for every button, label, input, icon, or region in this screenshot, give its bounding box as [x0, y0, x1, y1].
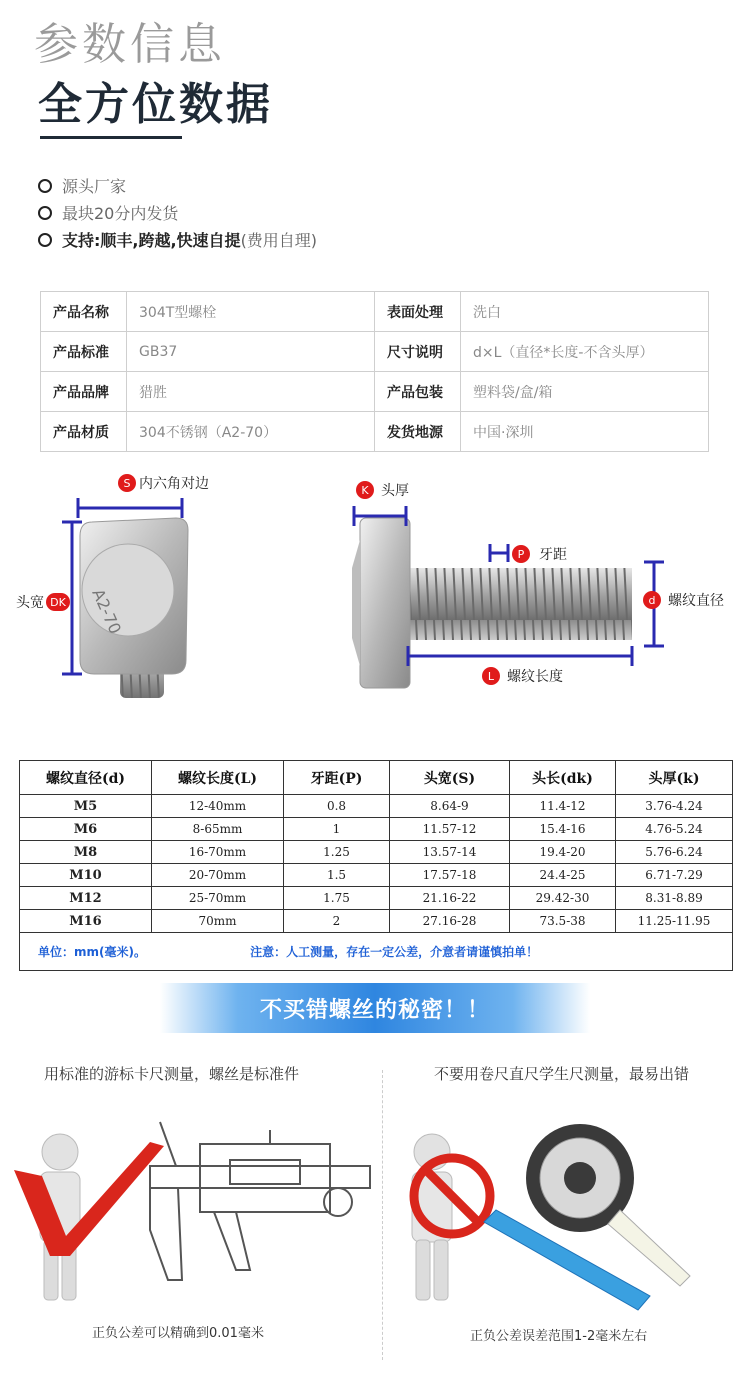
- person-forbidden-icon: [412, 1134, 490, 1300]
- column-header: 牙距(P): [284, 761, 390, 795]
- table-row: [20, 887, 733, 910]
- label-k: [356, 480, 409, 500]
- banner-text: 不买错螺丝的秘密！！: [259, 997, 490, 1023]
- spec-value: 猎胜: [127, 372, 375, 412]
- bolt-dimension-diagram: [0, 460, 750, 750]
- table-cell: 13.57-14: [390, 841, 510, 864]
- right-subcaption: 正负公差误差范围1-2毫米左右: [470, 1329, 648, 1344]
- section-title-main: 全方位数据: [38, 79, 273, 130]
- table-cell: 6.71-7.29: [616, 864, 733, 887]
- table-cell: M8: [20, 841, 152, 864]
- spec-key: 产品材质: [41, 412, 127, 452]
- spec-key: 产品包装: [375, 372, 461, 412]
- table-cell: 4.76-5.24: [616, 818, 733, 841]
- spec-row: [41, 332, 709, 372]
- column-header: 头长(dk): [510, 761, 616, 795]
- label-d: [643, 590, 724, 610]
- section-title-gray: 参数信息: [34, 19, 226, 70]
- left-subcaption: 正负公差可以精确到0.01毫米: [92, 1326, 264, 1341]
- person-check-icon: [14, 1134, 164, 1300]
- table-cell: M16: [20, 910, 152, 933]
- table-cell: M5: [20, 795, 152, 818]
- table-cell: 2: [284, 910, 390, 933]
- table-cell: 16-70mm: [152, 841, 284, 864]
- bolt-drawing: [0, 460, 750, 750]
- secret-banner: [160, 983, 590, 1033]
- spec-key: 产品名称: [41, 292, 127, 332]
- circle-bullet-icon: [38, 206, 52, 220]
- column-header: 螺纹长度(L): [152, 761, 284, 795]
- feature-text-note: (费用自理): [240, 231, 318, 250]
- label-l-text: 螺纹长度: [507, 669, 563, 685]
- title-underline: [40, 136, 182, 139]
- marker-d: d: [643, 591, 661, 609]
- marker-l: L: [482, 667, 500, 685]
- spec-value: d×L（直径*长度-不含头厚）: [461, 332, 709, 372]
- spec-row: [41, 412, 709, 452]
- table-row: [20, 864, 733, 887]
- table-cell: 73.5-38: [510, 910, 616, 933]
- bolt-side-view: [352, 518, 632, 688]
- table-cell: 24.4-25: [510, 864, 616, 887]
- table-cell: 20-70mm: [152, 864, 284, 887]
- feature-text: 最块20分内发货: [62, 204, 179, 223]
- tape-measure-icon: [526, 1124, 690, 1286]
- table-row: [20, 818, 733, 841]
- feature-text: 源头厂家: [62, 177, 127, 196]
- unit-note: 单位：mm(毫米)。: [38, 945, 146, 959]
- spec-key: 尺寸说明: [375, 332, 461, 372]
- measurement-illustration: [0, 1100, 750, 1340]
- table-cell: M6: [20, 818, 152, 841]
- table-cell: 19.4-20: [510, 841, 616, 864]
- table-row: [20, 841, 733, 864]
- vernier-caliper-icon: [150, 1122, 370, 1280]
- label-dk-text: 头宽: [16, 595, 44, 611]
- column-header: 头宽(S): [390, 761, 510, 795]
- feature-item: [38, 226, 317, 253]
- spec-value: 304T型螺栓: [127, 292, 375, 332]
- feature-item: [38, 172, 317, 199]
- marker-p: P: [512, 545, 530, 563]
- label-dk: [16, 592, 73, 612]
- feature-list: [38, 172, 317, 253]
- spec-row: [41, 372, 709, 412]
- head-stamp-text: A2-70: [88, 585, 125, 637]
- table-cell: 27.16-28: [390, 910, 510, 933]
- spec-value: 中国·深圳: [461, 412, 709, 452]
- marker-k: K: [356, 481, 374, 499]
- table-cell: 8.31-8.89: [616, 887, 733, 910]
- table-cell: 21.16-22: [390, 887, 510, 910]
- table-cell: 11.57-12: [390, 818, 510, 841]
- table-cell: 15.4-16: [510, 818, 616, 841]
- spec-value: GB37: [127, 332, 375, 372]
- table-cell: 1.25: [284, 841, 390, 864]
- table-row: [20, 910, 733, 933]
- right-caption: 不要用卷尺直尺学生尺测量，最易出错: [434, 1065, 690, 1083]
- table-cell: 8.64-9: [390, 795, 510, 818]
- table-cell: 11.4-12: [510, 795, 616, 818]
- label-p: [512, 544, 567, 564]
- table-cell: 1: [284, 818, 390, 841]
- spec-key: 发货地源: [375, 412, 461, 452]
- feature-item: [38, 199, 317, 226]
- circle-bullet-icon: [38, 179, 52, 193]
- label-d-text: 螺纹直径: [668, 593, 724, 609]
- table-note-row: [20, 933, 733, 971]
- table-cell: 8-65mm: [152, 818, 284, 841]
- table-note: [20, 933, 733, 971]
- spec-value: 洗白: [461, 292, 709, 332]
- table-cell: M10: [20, 864, 152, 887]
- table-cell: 1.5: [284, 864, 390, 887]
- spec-key: 表面处理: [375, 292, 461, 332]
- label-s-text: 内六角对边: [139, 476, 209, 492]
- table-cell: 5.76-6.24: [616, 841, 733, 864]
- label-k-text: 头厚: [381, 483, 409, 499]
- feature-text-bold: 支持:顺丰,跨越,快速自提: [62, 231, 241, 250]
- table-cell: 70mm: [152, 910, 284, 933]
- table-cell: 17.57-18: [390, 864, 510, 887]
- table-row: [20, 795, 733, 818]
- table-cell: 0.8: [284, 795, 390, 818]
- table-cell: M12: [20, 887, 152, 910]
- spec-table: [40, 291, 709, 452]
- spec-key: 产品标准: [41, 332, 127, 372]
- table-cell: 11.25-11.95: [616, 910, 733, 933]
- spec-value: 塑料袋/盒/箱: [461, 372, 709, 412]
- column-header: 头厚(k): [616, 761, 733, 795]
- table-cell: 12-40mm: [152, 795, 284, 818]
- label-l: [482, 666, 563, 686]
- table-cell: 3.76-4.24: [616, 795, 733, 818]
- table-cell: 1.75: [284, 887, 390, 910]
- size-table-header: [20, 761, 733, 795]
- spec-row: [41, 292, 709, 332]
- spec-value: 304不锈钢（A2-70）: [127, 412, 375, 452]
- label-s: [118, 473, 209, 493]
- size-table: [19, 760, 733, 971]
- column-header: 螺纹直径(d): [20, 761, 152, 795]
- table-cell: 29.42-30: [510, 887, 616, 910]
- marker-s: S: [118, 474, 136, 492]
- warning-note: 注意：人工测量，存在一定公差，介意者请谨慎拍单！: [250, 945, 539, 959]
- spec-key: 产品品牌: [41, 372, 127, 412]
- marker-dk: DK: [46, 593, 70, 611]
- label-p-text: 牙距: [539, 547, 567, 563]
- left-caption: 用标准的游标卡尺测量，螺丝是标准件: [44, 1065, 300, 1083]
- circle-bullet-icon: [38, 233, 52, 247]
- table-cell: 25-70mm: [152, 887, 284, 910]
